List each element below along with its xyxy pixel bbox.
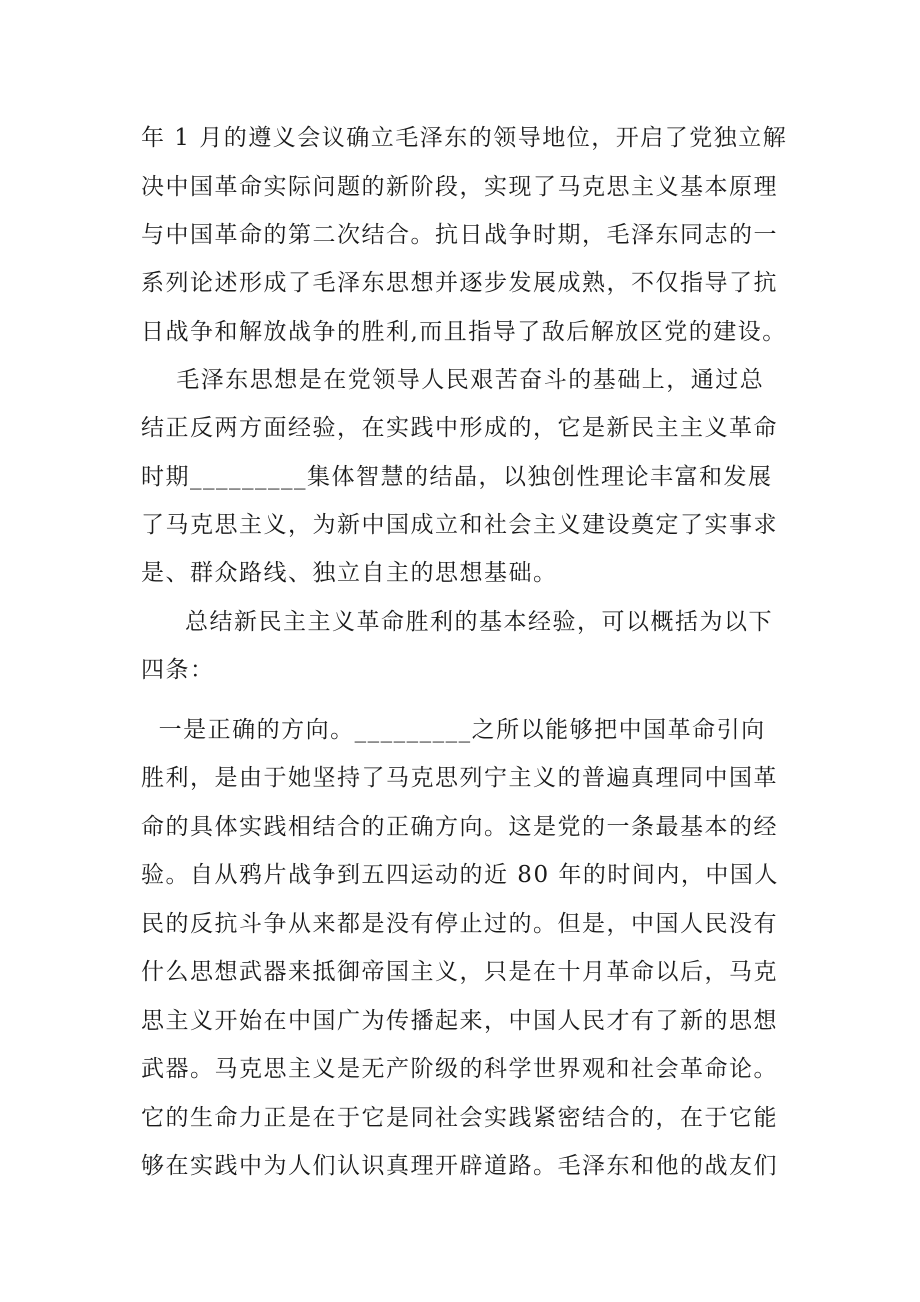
paragraph-4-line-7: 思主义开始在中国广为传播起来，中国人民才有了新的思想 (141, 1008, 778, 1034)
paragraph-4-line-6: 什么思想武器来抵御帝国主义，只是在十月革命以后，马克 (141, 959, 778, 985)
paragraph-4-line-2: 胜利，是由于她坚持了马克思列宁主义的普遍真理同中国革 (141, 765, 778, 791)
paragraph-4-line-4: 验。自从鸦片战争到五四运动的近 80 年的时间内，中国人 (141, 862, 779, 888)
paragraph-1-line-5: 日战争和解放战争的胜利,而且指导了敌后解放区党的建设。 (141, 319, 787, 345)
paragraph-2-line-2: 结正反两方面经验，在实践中形成的，它是新民主主义革命 (141, 415, 778, 441)
paragraph-4-line-9: 它的生命力正是在于它是同社会实践紧密结合的，在于它能 (141, 1105, 778, 1131)
paragraph-1-line-4: 系列论述形成了毛泽东思想并逐步发展成熟，不仅指导了抗 (141, 270, 778, 296)
paragraph-4-line-3: 命的具体实践相结合的正确方向。这是党的一条最基本的经 (141, 814, 778, 840)
paragraph-4-line-10: 够在实践中为人们认识真理开辟道路。毛泽东和他的战友们 (141, 1153, 778, 1179)
paragraph-1-line-3: 与中国革命的第二次结合。抗日战争时期，毛泽东同志的一 (141, 222, 778, 248)
paragraph-2-line-5: 是、群众路线、独立自主的思想基础。 (141, 560, 558, 586)
paragraph-3-line-1: 总结新民主主义革命胜利的基本经验，可以概括为以下 (141, 609, 774, 635)
paragraph-2-line-3: 时期_________集体智慧的结晶，以独创性理论丰富和发展 (141, 464, 773, 490)
paragraph-2-line-4: 了马克思主义，为新中国成立和社会主义建设奠定了实事求 (141, 512, 778, 538)
paragraph-4-line-5: 民的反抗斗争从来都是没有停止过的。但是，中国人民没有 (141, 911, 778, 937)
paragraph-1-line-1: 年 1 月的遵义会议确立毛泽东的领导地位，开启了党独立解 (141, 125, 788, 151)
paragraph-4-line-8: 武器。马克思主义是无产阶级的科学世界观和社会革命论。 (141, 1056, 778, 1082)
paragraph-3-line-2: 四条： (141, 657, 215, 683)
paragraph-4-line-1: 一是正确的方向。_________之所以能够把中国革命引向 (141, 717, 766, 743)
paragraph-2-line-1: 毛泽东思想是在党领导人民艰苦奋斗的基础上，通过总 (141, 367, 765, 393)
paragraph-1-line-2: 决中国革命实际问题的新阶段，实现了马克思主义基本原理 (141, 174, 778, 200)
